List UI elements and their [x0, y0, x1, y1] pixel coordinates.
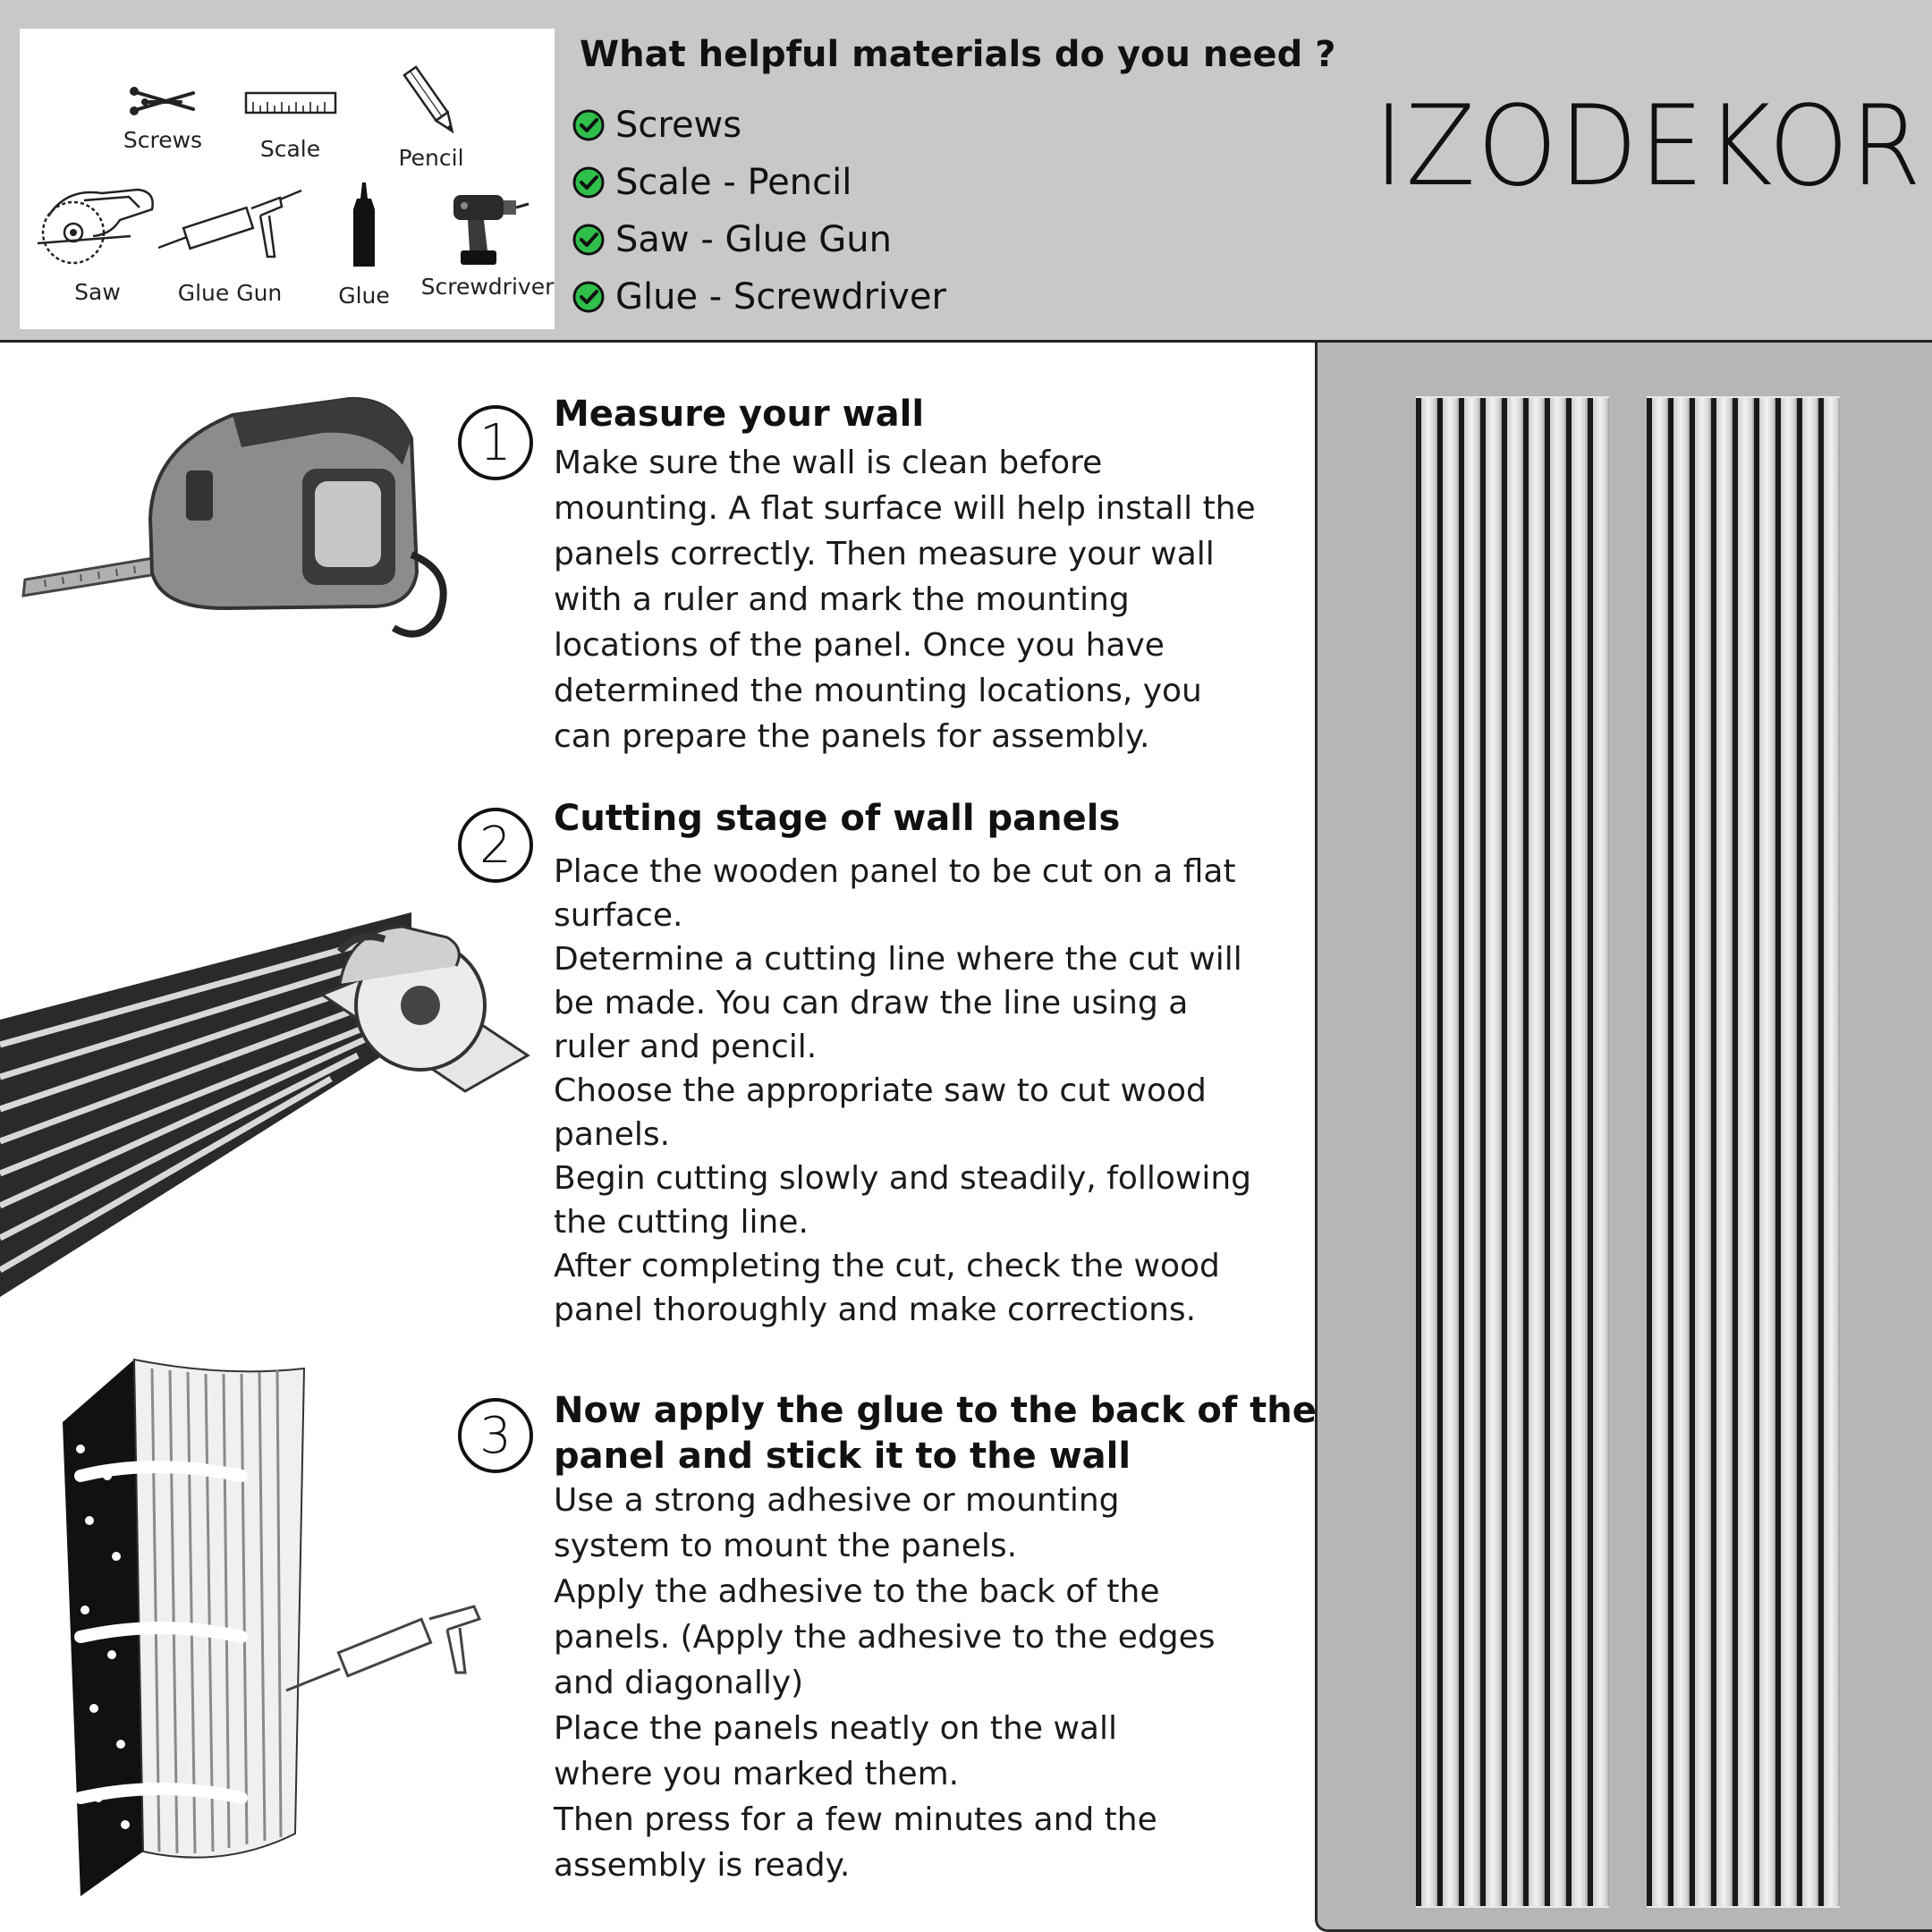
step-line: After completing the cut, check the wood	[554, 1248, 1220, 1284]
panel-preview-area	[1315, 343, 1932, 1932]
step-line: ruler and pencil.	[554, 1029, 818, 1065]
materials-item	[572, 97, 946, 154]
step-line: surface.	[554, 897, 683, 934]
materials-list	[572, 97, 946, 326]
tool-label: Glue	[338, 283, 390, 309]
step-body-3	[554, 1478, 1216, 1888]
tool-scale	[239, 88, 342, 162]
step-line: Choose the appropriate saw to cut wood	[554, 1072, 1207, 1109]
step-line: Place the wooden panel to be cut on a flat	[554, 853, 1236, 890]
step-line: with a ruler and mark the mounting	[554, 581, 1130, 618]
tool-pencil	[377, 63, 485, 171]
step-title-line: Now apply the glue to the back of the	[554, 1390, 1317, 1431]
materials-item-label: Screws	[615, 105, 742, 146]
step-line: Determine a cutting line where the cut will	[554, 941, 1242, 978]
cordless-drill-icon	[445, 182, 530, 268]
circular-saw-icon	[30, 181, 165, 270]
step-title-1: Measure your wall	[554, 394, 925, 435]
tool-label: Screwdriver	[420, 274, 555, 300]
materials-item	[572, 211, 946, 268]
step-line: Use a strong adhesive or mounting	[554, 1482, 1120, 1519]
tool-screwdriver	[420, 182, 555, 300]
step-line: determined the mounting locations, you	[554, 673, 1202, 709]
check-circle-icon	[572, 224, 605, 256]
step-body-2	[554, 850, 1251, 1332]
step-line: panels.	[554, 1116, 671, 1153]
ruler-icon	[244, 88, 337, 118]
step-title-2: Cutting stage of wall panels	[554, 798, 1121, 839]
materials-item-label: Saw - Glue Gun	[615, 219, 892, 260]
tool-label: Screws	[123, 127, 203, 153]
glue-application-illustration	[45, 1351, 510, 1905]
step-line: panels. (Apply the adhesive to the edges	[554, 1619, 1216, 1656]
tool-label: Scale	[259, 136, 321, 162]
step-line: panel thoroughly and make corrections.	[554, 1292, 1197, 1328]
step-line: Place the panels neatly on the wall	[554, 1710, 1117, 1747]
brand-logo: IZODEKOR	[1374, 82, 1923, 211]
step-line: assembly is ready.	[554, 1847, 851, 1884]
step-line: the cutting line.	[554, 1204, 809, 1241]
tool-saw	[21, 181, 174, 305]
tool-label: Saw	[74, 279, 121, 305]
step-title-3	[554, 1388, 1317, 1479]
pencil-icon	[395, 63, 467, 140]
step-number-3: 3	[458, 1398, 533, 1473]
step-line: Apply the adhesive to the back of the	[554, 1573, 1160, 1610]
glue-gun-icon	[155, 185, 305, 266]
step-body-1	[554, 440, 1256, 759]
panel-cutting-illustration	[0, 912, 537, 1306]
step-line: mounting. A flat surface will help install the	[554, 490, 1256, 527]
materials-title: What helpful materials do you need ?	[580, 34, 1336, 75]
tool-label: Glue Gun	[177, 280, 283, 306]
step-number-2: 2	[458, 808, 533, 883]
materials-item	[572, 154, 946, 211]
step-line: can prepare the panels for assembly.	[554, 718, 1150, 755]
step-line: panels correctly. Then measure your wall	[554, 536, 1215, 572]
step-line: and diagonally)	[554, 1665, 804, 1701]
tool-label: Pencil	[398, 145, 464, 171]
slat-panel-right	[1647, 396, 1840, 1908]
screws-icon	[127, 82, 199, 122]
step-line: Begin cutting slowly and steadily, following	[554, 1160, 1252, 1197]
header-band	[0, 0, 1932, 343]
check-circle-icon	[572, 166, 605, 199]
materials-item-label: Glue - Screwdriver	[615, 276, 946, 318]
tape-measure-illustration	[18, 394, 447, 644]
materials-item-label: Scale - Pencil	[615, 162, 852, 203]
step-line: be made. You can draw the line using a	[554, 985, 1189, 1021]
check-circle-icon	[572, 281, 605, 313]
materials-item	[572, 268, 946, 326]
tools-box	[20, 29, 555, 329]
tool-glue-gun	[154, 185, 306, 306]
step-number-1: 1	[458, 405, 533, 480]
slat-panel-left	[1416, 396, 1609, 1908]
step-line: Then press for a few minutes and the	[554, 1801, 1157, 1838]
step-line: system to mount the panels.	[554, 1528, 1018, 1564]
tool-glue	[324, 182, 404, 309]
step-line: where you marked them.	[554, 1756, 960, 1792]
glue-bottle-icon	[346, 182, 382, 268]
step-line: Make sure the wall is clean before	[554, 445, 1103, 481]
step-title-line: panel and stick it to the wall	[554, 1436, 1131, 1477]
step-line: locations of the panel. Once you have	[554, 627, 1165, 664]
tool-screws	[105, 82, 221, 153]
check-circle-icon	[572, 109, 605, 141]
